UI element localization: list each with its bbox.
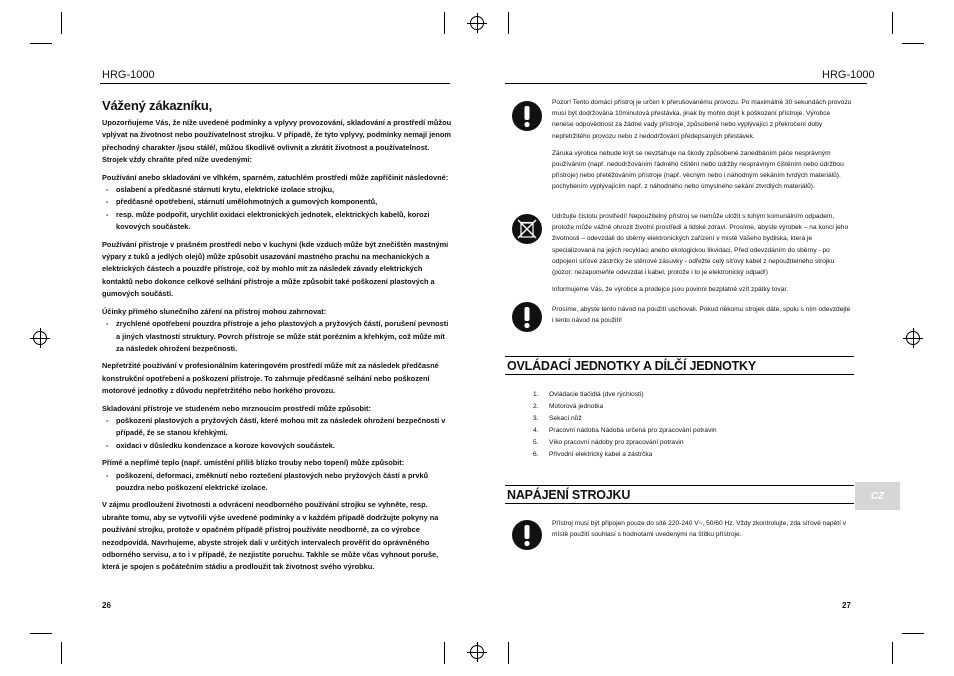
parts-list-item xyxy=(533,449,717,461)
parts-list xyxy=(533,389,717,461)
crop-mark xyxy=(892,12,893,34)
item-number: 5. xyxy=(533,439,539,446)
crop-mark xyxy=(30,633,52,634)
paragraph-text: Používání přístroje v prašném prostředí nebo v kuchyni (kde vzduch může být znečištěn mastnými výpary z tuků a jedlých olejů) může způsobit usazování mastného prachu na mechanických a elektrických částech a pouzdře přístroje, což by mohlo mít za následek závady elektrických kontaktů nebo dokonce celkové selhání přístroje a může způsobit také poškození plastových a gumových součástí. xyxy=(102,239,449,299)
warning-exclamation-icon xyxy=(512,302,542,332)
header-rule-right xyxy=(505,83,867,84)
page-number-right: 27 xyxy=(842,601,851,610)
paragraph-list xyxy=(102,117,452,574)
body-paragraph xyxy=(102,117,452,167)
item-label: Ovládacie tlačidlá (dve rýchlosti) xyxy=(549,391,644,398)
item-label: Přívodní elektrický kabel a zástrčka xyxy=(549,451,653,458)
recycle-notice xyxy=(552,211,852,301)
parts-list-item xyxy=(533,437,717,449)
warning-exclamation-icon xyxy=(512,520,542,550)
crop-mark xyxy=(892,642,893,664)
body-paragraph xyxy=(102,499,452,573)
page-title: Vážený zákazníku, xyxy=(102,98,213,113)
bullet-item: - zrychlené opotřebení pouzdra přístroje a jeho plastových a pryžových částí, porušení pevnosti a jiných vlastností struktury. Povrch přístroje se může stát porézním a křehkým, což může mít za následek ohrožení bezpečnosti. xyxy=(102,318,452,355)
bullet-item: - oslabení a předčasné stárnutí krytu, elektrické izolace strojku, xyxy=(102,184,452,196)
notice-paragraph: Informujeme Vás, že výrobce a prodejce jsou povinni bezplatně vzít zpátky tovar. xyxy=(552,286,789,294)
bullet-list xyxy=(102,184,452,234)
bullet-item: - poškození plastových a pryžových částí, které mohou mít za následek ohrožení bezpečnosti v případě, že se stanou křehkými. xyxy=(102,415,452,440)
body-paragraph xyxy=(102,172,452,234)
notice-paragraph: Pozor! Tento domácí přístroj je určen k přerušovanému provozu. Po maximálně 30 sekundách provozu musí být dodržována 10minutová přestávka, jinak by mohlo dojít k poškození přístroje. Výrobce nenese odpovědnost za žádné vady přístroje, způsobené nebo vyplývající z překročení doby nepřetržitého provozu nebo z nedodržování předepsaných přestávek. xyxy=(552,99,852,140)
item-number: 6. xyxy=(533,451,539,458)
item-number: 4. xyxy=(533,427,539,434)
body-paragraph xyxy=(102,457,452,494)
crop-mark xyxy=(902,43,924,44)
parts-list-item xyxy=(533,401,717,413)
notice-paragraph: Prosíme, abyste tento návod na použití uschovali. Pokud někomu strojek dáte, spolu s ním odevzdejte i tento návod na použití! xyxy=(552,306,851,325)
notice-paragraph: Záruka výrobce nebude krýt se nevztahuje na škody způsobené zanedbáním péče nesprávným používáním (např. nedodržováním řádného čištění nebo údržby nesprávným čištěním nebo údržbou přístroje) nebo přetěžováním přístroje (např. věcným nebo i náhodným sekáním tvrdých materiálů). pochybením vyplývajícím např. z náhodného nebo úmyslného sekání ztvrdlých materiálů). xyxy=(552,149,844,191)
parts-list-item xyxy=(533,389,717,401)
parts-list-item xyxy=(533,413,717,425)
item-number: 3. xyxy=(533,415,539,422)
item-label: Víko pracovní nádoby pro zpracování potravin xyxy=(549,439,684,446)
paragraph-text: Přímé a nepřímé teplo (např. umístění příliš blízko trouby nebo topení) může způsobit: xyxy=(102,458,405,468)
registration-mark-icon xyxy=(906,331,920,345)
bullet-item: - resp. může podpořit, urychlit oxidaci elektronických jednotek, elektrických kabelů, korozi kovových součástek. xyxy=(102,209,452,234)
power-notice xyxy=(552,518,852,546)
warning-exclamation-icon xyxy=(512,101,542,131)
bullet-list xyxy=(102,470,452,495)
item-number: 2. xyxy=(533,403,539,410)
model-label-left: HRG-1000 xyxy=(102,69,155,81)
registration-mark-icon xyxy=(470,16,484,30)
paragraph-text: Upozorňujeme Vás, že níže uvedené podmínky a vplyvy provozování, skladování a prostředí můžou vplývat na životnost nebo používatelnost strojku. V případě, že tyto vplyvy, podmínky nemají jenom přechodný charakter /jsou stálé/, můžou škodlivě ovlivnit a zkrátit životnost a používatelnost. Strojek vždy chraňte před níže uvedenými: xyxy=(102,118,452,165)
crop-mark xyxy=(902,633,924,634)
model-label-right: HRG-1000 xyxy=(822,69,875,81)
power-text: Přístroj musí být připojen pouze do sítě 220-240 V~, 50/60 Hz. Vždy zkontrolujte, zda síťové napětí v místě použití souhlasí s hodnotami uvedenými na štítku přístroje. xyxy=(552,520,847,539)
bullet-item: - předčasné opotřebení, stárnutí umělohmotných a gumových komponentů, xyxy=(102,196,452,208)
item-number: 1. xyxy=(533,391,539,398)
item-label: Motorová jednotka xyxy=(549,403,604,410)
paragraph-text: Účinky přímého slunečního záření na přístroj mohou zahrnovat: xyxy=(102,306,327,316)
warning-notice-2 xyxy=(552,304,852,332)
section-heading-controls: OVLÁDACÍ JEDNOTKY A DÍLČÍ JEDNOTKY xyxy=(505,356,854,375)
body-paragraph xyxy=(102,239,452,301)
body-paragraph xyxy=(102,403,452,453)
section-heading-power: NAPÁJENÍ STROJKU xyxy=(505,485,854,504)
body-paragraph xyxy=(102,306,452,356)
crop-mark xyxy=(444,642,445,664)
recycle-bin-crossed-icon xyxy=(512,214,542,244)
left-page-content xyxy=(102,98,452,579)
crop-mark xyxy=(508,642,509,664)
crop-mark xyxy=(61,12,62,34)
header-rule-left xyxy=(100,83,450,84)
registration-mark-icon xyxy=(470,645,484,659)
bullet-list xyxy=(102,318,452,355)
registration-mark-icon xyxy=(33,331,47,345)
item-label: Sekací nůž xyxy=(549,415,582,422)
body-paragraph xyxy=(102,360,452,397)
crop-mark xyxy=(508,12,509,34)
item-label: Pracovní nádoba Nádoba určená pro zpracování potravin xyxy=(549,427,717,434)
crop-mark xyxy=(61,642,62,664)
paragraph-text: Používání anebo skladování ve vlhkém, sparném, zatuchlém prostředí může zapříčinit následovné: xyxy=(102,172,449,182)
paragraph-text: Skladování přístroje ve studeném nebo mrznoucím prostředí může způsobit: xyxy=(102,403,371,413)
crop-mark xyxy=(30,43,52,44)
language-tab[interactable]: CZ xyxy=(855,482,900,510)
warning-notice-1 xyxy=(552,97,852,199)
paragraph-text: V zájmu prodloužení životnosti a odvrácení neodborného používání strojku se vyhněte, resp. ubraňte tomu, aby se vytvořili výše uvedené podmínky a v každém případě dodržujte pokyny na používání strojku, protože v opačném případě přístroj používáte neodborně, za co výrobce nezodpovídá. Navrhujeme, abyste strojek dali v určitých intervalech prověřit do oprávněného odborného servisu, a to i v případě, že nezjistíte poruchu. Takhle se může včas vyhnout poruše, která je spojen s počátečním stádiu a prodloužit tak životnost svého výrobku. xyxy=(102,500,439,572)
bullet-list xyxy=(102,415,452,452)
parts-list-item xyxy=(533,425,717,437)
page-number-left: 26 xyxy=(102,601,111,610)
notice-paragraph: Udržujte čistotu prostředí! Nepoužitelný přístroj se nemůže uložit s tuhým komunálním odpadem, protože může vážně ohrozit životní prostředí a lidské zdraví. Prosíme, abyste výrobek – na konci jeho životnosti – odevzdali do sběrny elektronických zařízení v místě Vašeho bydliska, která je specializovaná na jejich recyklaci anebo ekologickou likvidaci. Před odevzdáním do sběrny - po odpojení síťové zástrčky ze stěnové zásuvky - odřežte celý síťový kabel z nepoužitelného strojku (pozor: nezapomeňte odevzdat i kabel, protože i to je elektronický odpad!) xyxy=(552,213,849,277)
bullet-item: - poškození, deformaci, změknutí nebo roztečení plastových nebo pryžových částí a prvků pouzdra nebo poškození elektrické izolace. xyxy=(102,470,452,495)
crop-mark xyxy=(444,12,445,34)
bullet-item: - oxidaci v důsledku kondenzace a koroze kovových součástek. xyxy=(102,440,452,452)
paragraph-text: Nepřetržité používání v profesionálním kateringovém prostředí může mít za následek předčasné konstrukční opotřebení a poškození přístroje. To zahrnuje předčasné selhání nebo poškození motorové jednotky z důvodu nepřetržitého nebo horkého provozu. xyxy=(102,361,439,396)
